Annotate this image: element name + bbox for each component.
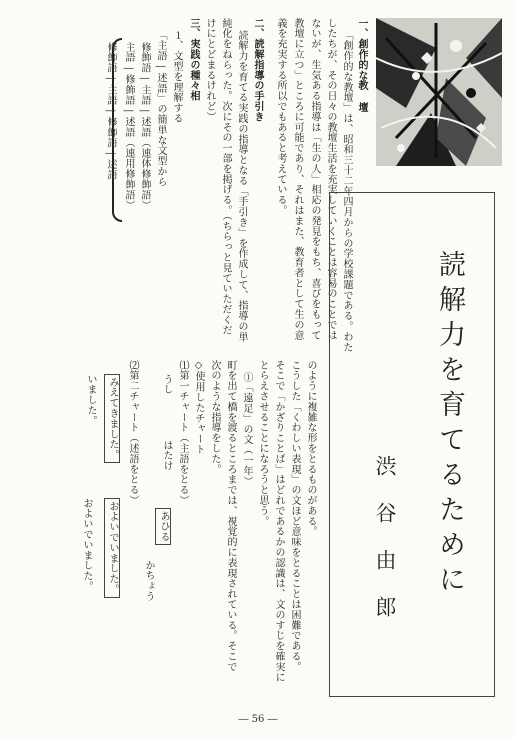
col2-line-9: ⑴第一チャート（主語をとる） (177, 360, 188, 506)
section2-heading: 二、読解指導の手引き (252, 18, 263, 122)
sec3-line-1: 「主語―述語」の簡単な文型から (155, 30, 166, 187)
chart1-word-2: はたけ (161, 440, 172, 472)
chart2-word-3: いました。 (85, 374, 96, 426)
chart2-word-1: みえてきました。 (104, 374, 120, 463)
col2-line-8: ◇使用したチャート (193, 360, 204, 455)
sec3-line-4: 修飾語―主語―修飾語―述語 (105, 42, 116, 181)
col2-line-2: こうした「くわしい表現」の文ほど意味をとることは困難である。 (289, 360, 300, 672)
sec3-line-2: 修飾語―主語―述語（連体修飾語） (139, 42, 150, 211)
col2-line-7: 次のような指導をした。 (209, 360, 220, 475)
sec2-line-2: 純化をねらった。次にその一部を掲げる。（ちらっと見ていただくだ (220, 18, 231, 336)
section1-heading: 一、創作的な教 壇 (356, 18, 367, 113)
page-number: ― 56 ― (238, 714, 278, 725)
sec2-line-1: 読解力を育てる実践の指導となる「手引き」を作成して、指導の単 (236, 30, 247, 342)
decorative-illustration (376, 18, 502, 166)
col2-line-5: ①「遠足」の文（一年） (241, 372, 252, 487)
sec2-line-3: けにとどまるけれど） (204, 18, 215, 122)
sec1-line-5: 義を充実する所以でもあると考えている。 (275, 18, 286, 216)
col2-line-3: そこで「かざりことば」はどれであるかの認識は、文のすじを確実に (273, 360, 284, 683)
sec1-line-1: 「創作的な教壇」は、昭和三十二年四月からの学校課題である。わた (341, 30, 352, 353)
article-title: 読解力を育てるために (434, 250, 465, 600)
sec1-line-2: したちが、その日々の教壇生活を充実していくことは容易のことでは (325, 18, 336, 341)
sec1-line-3: ないが、生気ある指導は「生の人」相応の発見をもち、喜びをもって (309, 18, 320, 341)
section3-heading: 三、実践の種々相 (188, 18, 199, 102)
chart2-word-4: およいでいました。 (81, 498, 92, 592)
sec3-subheading: １、文型を理解する (171, 30, 182, 124)
col2-line-1: のように複雑な形をとるものがある。 (305, 360, 316, 537)
col2-line-4: とらえさせることになろうと思う。 (257, 360, 268, 527)
sec1-line-4: 教壇に立つ」ところに可能であり、それはまた、教育者として生の意 (292, 18, 303, 341)
author-name: 渋谷由郎 (373, 455, 397, 643)
chart1-word-1: うし (161, 374, 172, 395)
chart2-word-2: およいでいました。 (104, 498, 120, 598)
sec3-line-3: 主語―修飾語―述語（連用修飾語） (123, 42, 134, 211)
chart2-heading: ⑵第二チャート（述語をとる） (127, 360, 138, 506)
title-frame (329, 192, 495, 697)
col2-line-6: 町を出て橋を渡るところまでは、視覚的に表現されている。そこで (225, 360, 236, 672)
chart1-word-3: あひる (155, 508, 171, 545)
chart1-word-4: かちょう (143, 560, 154, 602)
